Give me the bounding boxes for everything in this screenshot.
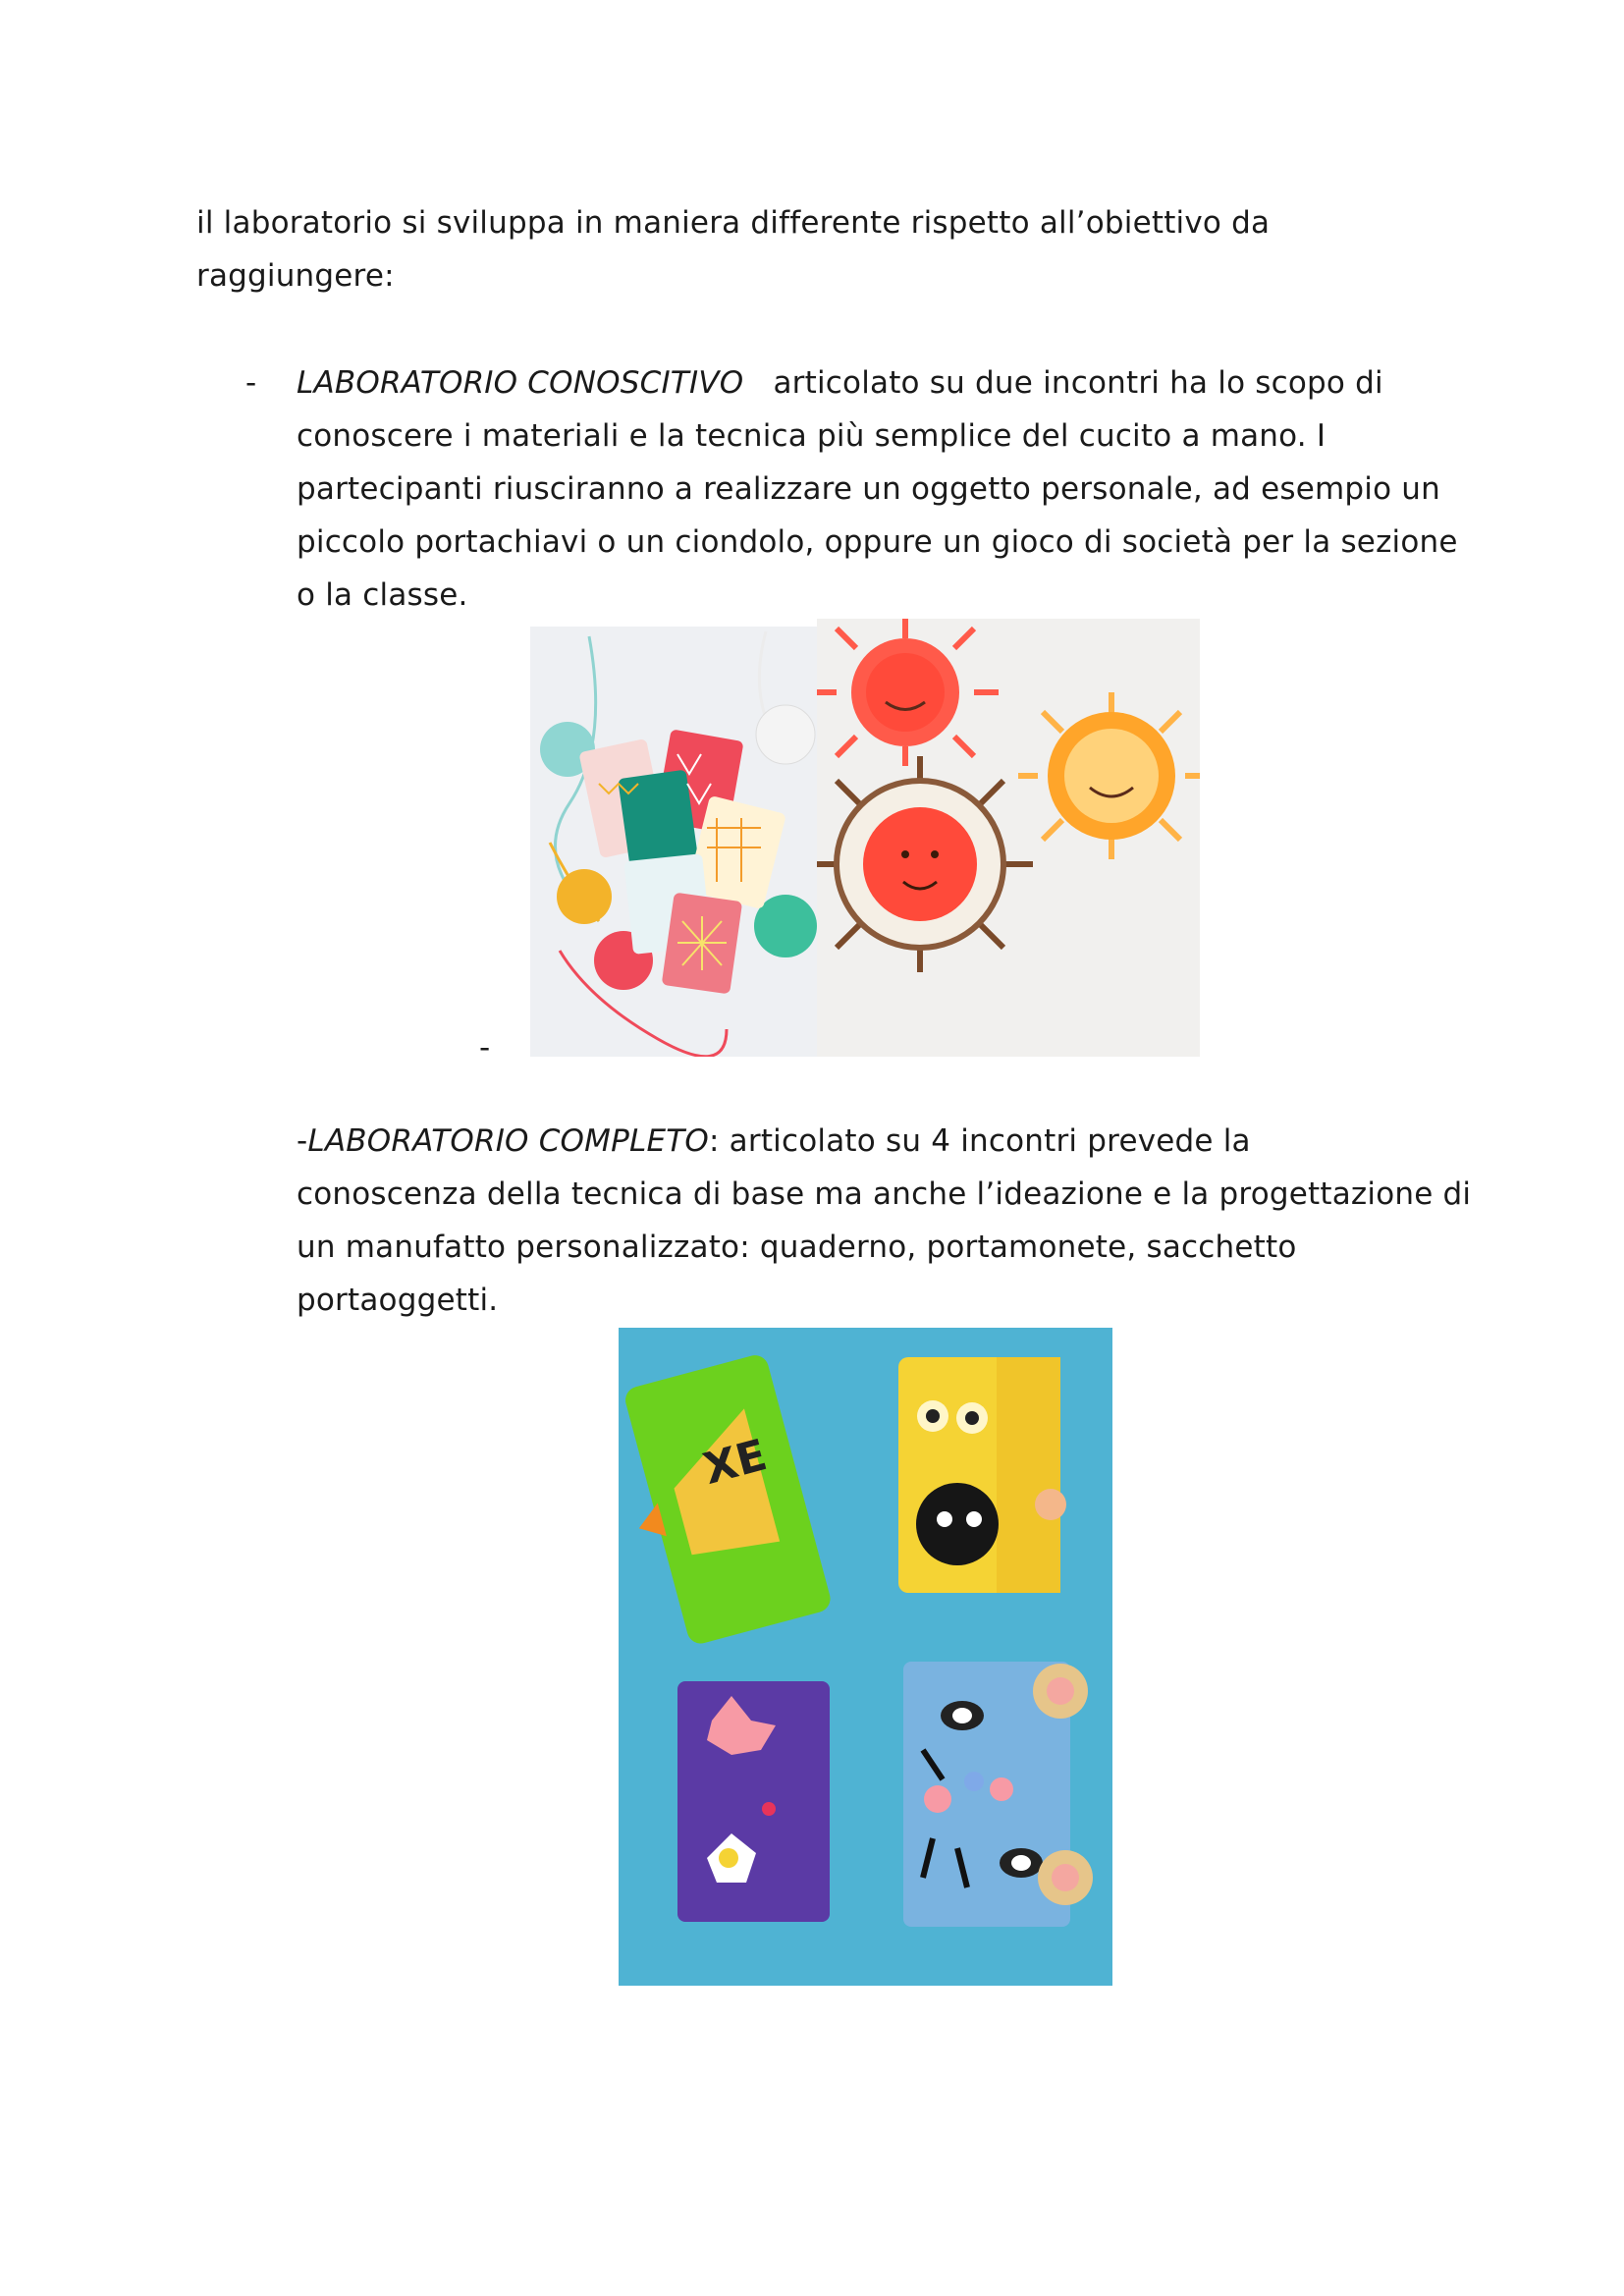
intro-line-2: raggiungere: (196, 258, 395, 294)
lacing-cards-photo (530, 627, 817, 1057)
item2-prefix: - (297, 1123, 308, 1159)
item2-line-1 (297, 1115, 1251, 1168)
item1-line-3: partecipanti riusciranno a realizzare un oggetto personale, ad esempio un (297, 471, 1441, 507)
item2-line-4: portaoggetti. (297, 1283, 499, 1318)
item1-line-1 (297, 356, 1383, 410)
item1-line-2: conoscere i materiali e la tecnica più semplice del cucito a mano. I (297, 418, 1326, 454)
svg-text:XE: XE (698, 1430, 773, 1496)
item2-line1-rest: : articolato su 4 incontri prevede la (708, 1123, 1251, 1159)
felt-suns-photo (817, 619, 1200, 1057)
item2-line-3: un manufatto personalizzato: quaderno, portamonete, sacchetto (297, 1230, 1297, 1265)
item2-title: LABORATORIO COMPLETO (307, 1123, 709, 1159)
item2-line-2: conoscenza della tecnica di base ma anche l’ideazione e la progettazione di (297, 1176, 1472, 1212)
item1-line-5: o la classe. (297, 577, 468, 613)
item1-stray-dash: - (479, 1030, 491, 1066)
item1-bullet: - (245, 365, 257, 401)
item1-title: LABORATORIO CONOSCITIVO (297, 365, 744, 401)
item1-line1-rest: articolato su due incontri ha lo scopo di (773, 365, 1383, 401)
felt-pouches-photo (619, 1328, 1112, 1986)
item1-line-4: piccolo portachiavi o un ciondolo, oppure un gioco di società per la sezione (297, 524, 1458, 560)
intro-line-1: il laboratorio si sviluppa in maniera differente rispetto all’obiettivo da (196, 205, 1271, 241)
